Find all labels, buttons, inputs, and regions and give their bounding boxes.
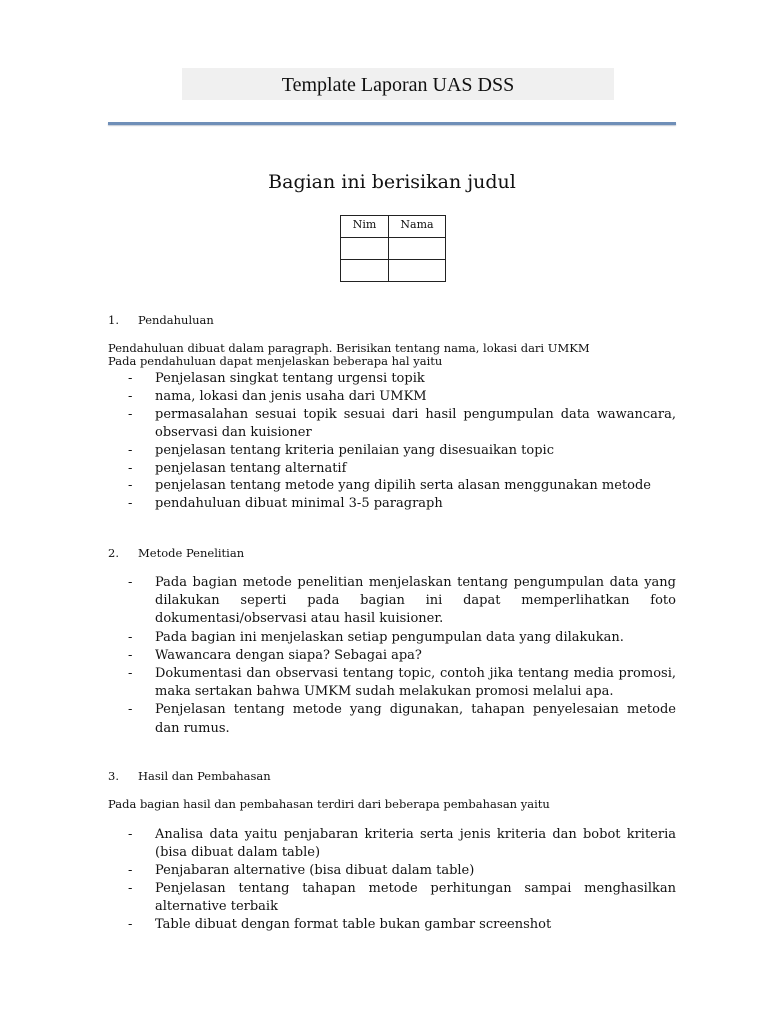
student-table <box>340 215 446 282</box>
document-title: Bagian ini berisikan judul <box>268 171 516 193</box>
list-item: - penjelasan tentang alternatif <box>128 460 676 478</box>
metode-list <box>128 574 676 738</box>
table-cell <box>389 260 446 282</box>
table-cell <box>389 238 446 260</box>
list-item: - Penjabaran alternative (bisa dibuat dalam table) <box>128 862 676 880</box>
list-item: - Table dibuat dengan format table bukan gambar screenshot <box>128 916 676 934</box>
pendahuluan-list <box>128 370 676 513</box>
list-item: - penjelasan tentang kriteria penilaian yang disesuaikan topic <box>128 442 676 460</box>
section-number: 2. <box>108 546 119 560</box>
hasil-list <box>128 826 676 933</box>
intro-line: Pendahuluan dibuat dalam paragraph. Berisikan tentang nama, lokasi dari UMKM <box>108 341 590 355</box>
section-number: 1. <box>108 313 119 327</box>
table-cell <box>341 238 389 260</box>
section-number: 3. <box>108 769 119 783</box>
list-item: - Analisa data yaitu penjabaran kriteria serta jenis kriteria dan bobot kriteria (bisa dibuat dalam table) <box>128 826 676 862</box>
section-title: Hasil dan Pembahasan <box>138 769 271 783</box>
list-item: - penjelasan tentang metode yang dipilih serta alasan menggunakan metode <box>128 477 676 495</box>
intro-line: Pada pendahuluan dapat menjelaskan beberapa hal yaitu <box>108 353 443 368</box>
table-header-nim: Nim <box>341 216 389 238</box>
list-item: - permasalahan sesuai topik sesuai dari hasil pengumpulan data wawancara, observasi dan kuisioner <box>128 406 676 442</box>
section-intro <box>108 798 678 811</box>
list-item: - Pada bagian ini menjelaskan setiap pengumpulan data yang dilakukan. <box>128 629 676 647</box>
table-row <box>341 238 446 260</box>
table-header-nama: Nama <box>389 216 446 238</box>
list-item: - nama, lokasi dan jenis usaha dari UMKM <box>128 388 676 406</box>
document-header: Template Laporan UAS DSS <box>182 68 614 100</box>
section-title: Pendahuluan <box>138 313 214 327</box>
list-item: - Dokumentasi dan observasi tentang topic, contoh jika tentang media promosi, maka sertakan bahwa UMKM sudah melakukan promosi melalui apa. <box>128 665 676 701</box>
section-heading-hasil <box>108 769 271 783</box>
list-item: - Wawancara dengan siapa? Sebagai apa? <box>128 647 676 665</box>
header-divider <box>108 122 676 125</box>
list-item: - Pada bagian metode penelitian menjelaskan tentang pengumpulan data yang dilakukan seperti pada bagian ini dapat memperlihatkan foto dokumentasi/observasi atau hasil kuisioner. <box>128 574 676 629</box>
list-item: - pendahuluan dibuat minimal 3-5 paragraph <box>128 495 676 513</box>
section-heading-metode <box>108 546 244 560</box>
table-cell <box>341 260 389 282</box>
table-header-row <box>341 216 446 238</box>
list-item: - Penjelasan singkat tentang urgensi topik <box>128 370 676 388</box>
table-row <box>341 260 446 282</box>
intro-line: Pada bagian hasil dan pembahasan terdiri dari beberapa pembahasan yaitu <box>108 797 550 811</box>
section-heading-pendahuluan <box>108 313 214 327</box>
list-item: - Penjelasan tentang tahapan metode perhitungan sampai menghasilkan alternative terbaik <box>128 880 676 916</box>
section-title: Metode Penelitian <box>138 546 245 560</box>
section-intro <box>108 342 678 367</box>
list-item: - Penjelasan tentang metode yang digunakan, tahapan penyelesaian metode dan rumus. <box>128 701 676 737</box>
